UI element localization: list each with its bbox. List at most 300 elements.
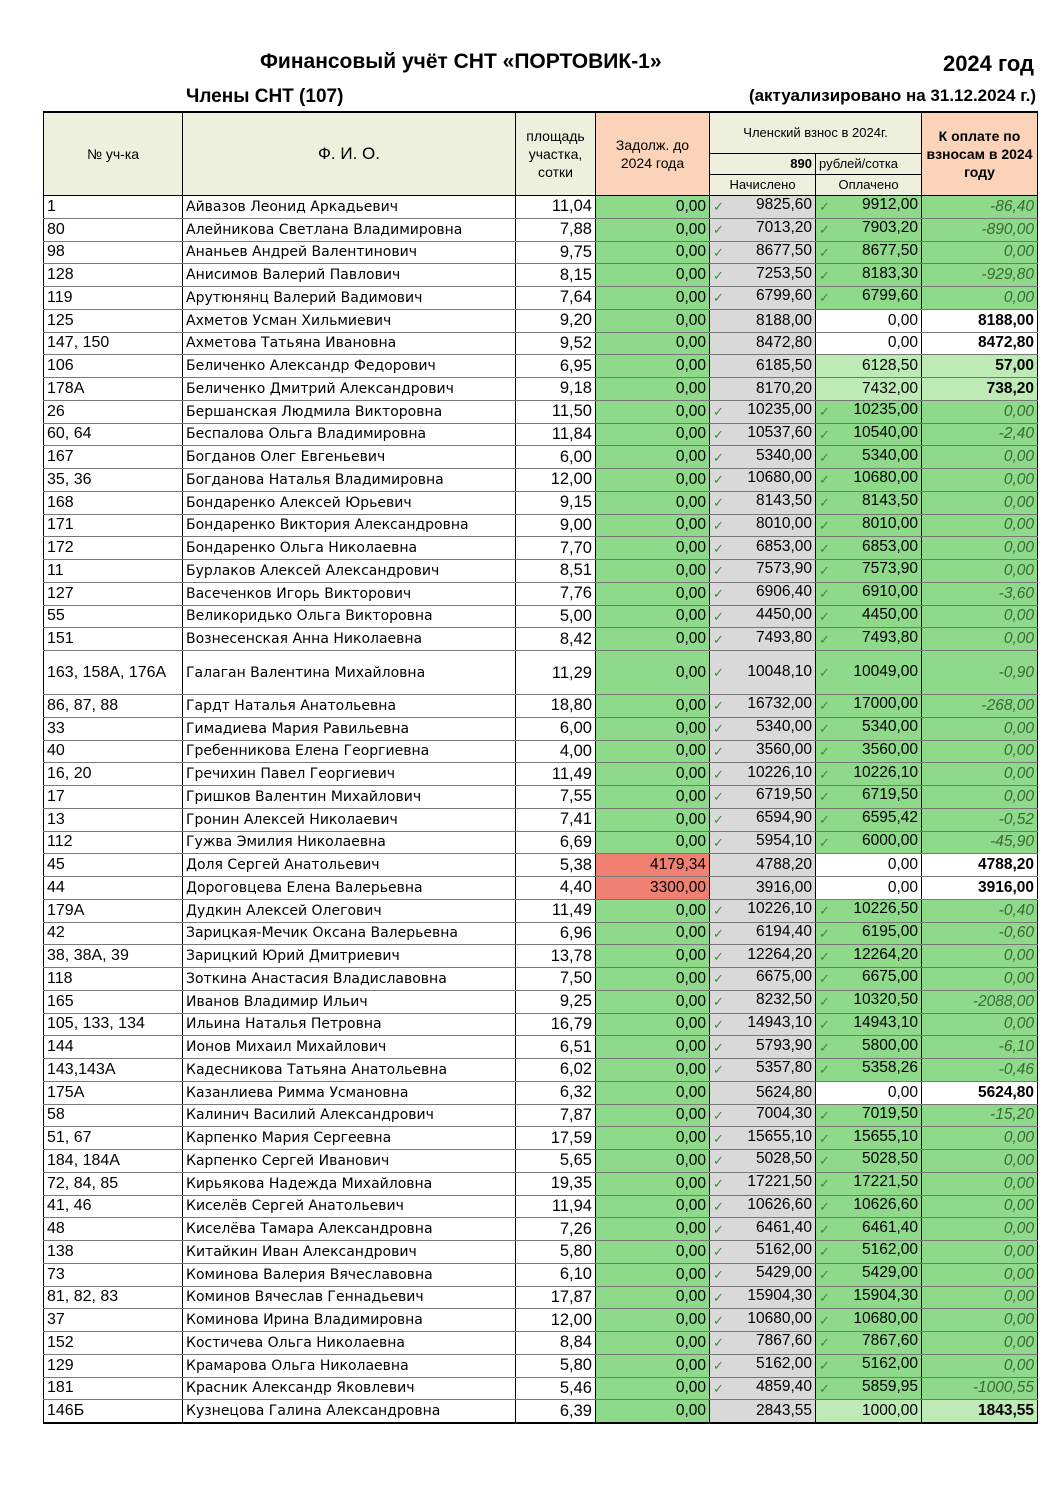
- cell-charged-value: 10226,10: [747, 763, 812, 781]
- cell-debt-value: 0,00: [675, 561, 706, 579]
- cell-name-value: Ананьев Андрей Валентинович: [186, 244, 417, 261]
- check-icon: ✓: [819, 1176, 830, 1192]
- cell-charged: [710, 1377, 816, 1400]
- cell-paid-value: 6910,00: [861, 583, 918, 601]
- cell-debt: [596, 218, 710, 241]
- cell-area: [516, 854, 596, 877]
- cell-topay-value: 0,00: [1003, 969, 1034, 987]
- table-row: [44, 309, 1038, 332]
- cell-paid-value: 6595,42: [861, 809, 918, 827]
- cell-plot-value: 37: [47, 1311, 65, 1329]
- table-row: [44, 740, 1038, 763]
- check-icon: ✓: [713, 586, 724, 602]
- cell-area-value: 5,65: [559, 1151, 592, 1170]
- check-icon: ✓: [713, 971, 724, 987]
- fee-rate: 890: [710, 154, 816, 175]
- cell-charged: [710, 1172, 816, 1195]
- cell-topay: [922, 196, 1038, 219]
- cell-name-value: Костичева Ольга Николаевна: [186, 1334, 405, 1351]
- cell-charged: [710, 287, 816, 310]
- cell-topay-value: 5624,80: [977, 1083, 1034, 1101]
- cell-paid-value: 6719,50: [861, 786, 918, 804]
- cell-plot: [44, 1059, 183, 1082]
- cell-debt: [596, 1309, 710, 1332]
- cell-paid-value: 10320,50: [853, 991, 918, 1009]
- cell-charged-value: 6853,00: [755, 537, 812, 555]
- cell-paid: [816, 423, 922, 446]
- cell-topay-value: 0,00: [1003, 493, 1034, 511]
- cell-debt-value: 0,00: [675, 516, 706, 534]
- check-icon: ✓: [819, 517, 830, 533]
- cell-charged-value: 10235,00: [747, 401, 812, 419]
- cell-plot-value: 128: [47, 266, 74, 284]
- cell-topay: [922, 628, 1038, 651]
- cell-area: [516, 423, 596, 446]
- cell-area: [516, 990, 596, 1013]
- cell-topay: [922, 514, 1038, 537]
- cell-area: [516, 1241, 596, 1264]
- cell-plot: [44, 355, 183, 378]
- cell-debt-value: 0,00: [675, 1265, 706, 1283]
- check-icon: ✓: [819, 1221, 830, 1237]
- cell-plot-value: 58: [47, 1106, 65, 1124]
- cell-name: [183, 990, 516, 1013]
- cell-area: [516, 514, 596, 537]
- cell-debt-value: 0,00: [675, 1333, 706, 1351]
- cell-name-value: Алейникова Светлана Владимировна: [186, 221, 463, 238]
- cell-debt: [596, 423, 710, 446]
- cell-topay-value: 0,00: [1003, 765, 1034, 783]
- check-icon: ✓: [819, 721, 830, 737]
- cell-topay: [922, 695, 1038, 718]
- cell-debt-value: 0,00: [675, 696, 706, 714]
- cell-debt: [596, 1400, 710, 1423]
- table-row: [44, 355, 1038, 378]
- cell-debt: [596, 1286, 710, 1309]
- check-icon: ✓: [713, 1335, 724, 1351]
- check-icon: ✓: [713, 517, 724, 533]
- table-row: [44, 695, 1038, 718]
- cell-plot-value: 16, 20: [47, 765, 92, 783]
- check-icon: ✓: [713, 1130, 724, 1146]
- cell-area-value: 12,00: [550, 1310, 592, 1329]
- cell-plot: [44, 651, 183, 695]
- table-row: [44, 1013, 1038, 1036]
- table-row: [44, 1286, 1038, 1309]
- cell-paid-value: 1000,00: [861, 1402, 918, 1420]
- table-row: [44, 922, 1038, 945]
- cell-paid: [816, 355, 922, 378]
- check-icon: ✓: [713, 631, 724, 647]
- cell-name: [183, 1195, 516, 1218]
- cell-charged: [710, 1013, 816, 1036]
- cell-name: [183, 717, 516, 740]
- cell-paid: [816, 514, 922, 537]
- cell-charged-value: 14943,10: [747, 1013, 812, 1031]
- cell-charged-value: 2843,55: [755, 1402, 812, 1420]
- cell-debt-value: 0,00: [675, 357, 706, 375]
- cell-charged-value: 6461,40: [755, 1218, 812, 1236]
- cell-topay-value: 0,00: [1003, 539, 1034, 557]
- cell-name-value: Дудкин Алексей Олегович: [186, 902, 382, 919]
- cell-topay-value: 0,00: [1003, 630, 1034, 648]
- cell-plot: [44, 1400, 183, 1423]
- cell-paid: [816, 968, 922, 991]
- cell-topay: [922, 309, 1038, 332]
- cell-name: [183, 446, 516, 469]
- table-row: [44, 469, 1038, 492]
- cell-plot: [44, 332, 183, 355]
- cell-plot-value: 171: [47, 516, 74, 534]
- cell-debt-value: 0,00: [675, 1038, 706, 1056]
- cell-plot: [44, 491, 183, 514]
- cell-debt: [596, 264, 710, 287]
- cell-plot-value: 73: [47, 1265, 65, 1283]
- cell-charged: [710, 651, 816, 695]
- cell-topay: [922, 241, 1038, 264]
- cell-area-value: 5,38: [559, 855, 592, 874]
- cell-name: [183, 605, 516, 628]
- cell-name: [183, 740, 516, 763]
- cell-paid-value: 5028,50: [861, 1150, 918, 1168]
- check-icon: ✓: [713, 563, 724, 579]
- cell-plot-value: 80: [47, 220, 65, 238]
- cell-topay-value: 3916,00: [977, 878, 1034, 896]
- table-row: [44, 446, 1038, 469]
- cell-paid: [816, 1059, 922, 1082]
- cell-charged-value: 16732,00: [747, 695, 812, 713]
- check-icon: ✓: [819, 290, 830, 306]
- cell-name: [183, 218, 516, 241]
- cell-debt-value: 0,00: [675, 607, 706, 625]
- cell-debt: [596, 922, 710, 945]
- cell-name: [183, 1377, 516, 1400]
- table-row: [44, 196, 1038, 219]
- cell-debt-value: 0,00: [675, 402, 706, 420]
- cell-topay-value: -6,10: [998, 1038, 1034, 1056]
- cell-area: [516, 1309, 596, 1332]
- cell-paid: [816, 537, 922, 560]
- check-icon: ✓: [819, 1244, 830, 1260]
- cell-paid-value: 15904,30: [853, 1286, 918, 1304]
- cell-area-value: 11,50: [551, 402, 592, 421]
- check-icon: ✓: [819, 994, 830, 1010]
- cell-topay: [922, 854, 1038, 877]
- cell-charged: [710, 378, 816, 401]
- cell-plot-value: 48: [47, 1220, 65, 1238]
- cell-topay-value: -3,60: [998, 584, 1034, 602]
- cell-charged-value: 5624,80: [755, 1083, 812, 1101]
- check-icon: ✓: [713, 495, 724, 511]
- check-icon: ✓: [819, 404, 830, 420]
- cell-topay: [922, 1195, 1038, 1218]
- cell-area-value: 11,49: [551, 901, 592, 920]
- cell-area: [516, 1400, 596, 1423]
- cell-plot: [44, 1127, 183, 1150]
- cell-charged: [710, 1241, 816, 1264]
- check-icon: ✓: [819, 1267, 830, 1283]
- check-icon: ✓: [713, 267, 724, 283]
- cell-paid: [816, 1127, 922, 1150]
- cell-debt-value: 0,00: [675, 1356, 706, 1374]
- cell-topay: [922, 287, 1038, 310]
- check-icon: ✓: [713, 1062, 724, 1078]
- cell-paid-value: 10235,00: [853, 401, 918, 419]
- table-row: [44, 1309, 1038, 1332]
- cell-debt-value: 0,00: [675, 1151, 706, 1169]
- table-row: [44, 1172, 1038, 1195]
- cell-debt: [596, 628, 710, 651]
- cell-plot-value: 13: [47, 810, 65, 828]
- cell-name-value: Анисимов Валерий Павлович: [186, 267, 401, 284]
- cell-plot: [44, 1195, 183, 1218]
- cell-name: [183, 945, 516, 968]
- cell-name: [183, 1241, 516, 1264]
- cell-name: [183, 196, 516, 219]
- cell-charged: [710, 1036, 816, 1059]
- cell-paid: [816, 628, 922, 651]
- table-row: [44, 1241, 1038, 1264]
- check-icon: ✓: [819, 743, 830, 759]
- check-icon: ✓: [713, 1107, 724, 1123]
- cell-paid: [816, 1332, 922, 1355]
- cell-topay: [922, 740, 1038, 763]
- cell-topay-value: -86,40: [990, 197, 1034, 215]
- cell-paid-value: 6853,00: [861, 537, 918, 555]
- cell-plot-value: 40: [47, 742, 65, 760]
- cell-area-value: 6,00: [559, 447, 592, 466]
- cell-topay: [922, 990, 1038, 1013]
- cell-debt: [596, 309, 710, 332]
- check-icon: ✓: [713, 812, 724, 828]
- cell-paid-value: 0,00: [887, 334, 918, 352]
- cell-paid-value: 10626,60: [853, 1195, 918, 1213]
- cell-plot-value: 105, 133, 134: [47, 1015, 145, 1033]
- cell-debt: [596, 1241, 710, 1264]
- cell-topay: [922, 378, 1038, 401]
- cell-name: [183, 355, 516, 378]
- cell-paid-value: 10680,00: [853, 469, 918, 487]
- cell-debt-value: 0,00: [675, 742, 706, 760]
- cell-name-value: Зарицкий Юрий Дмитриевич: [186, 948, 400, 965]
- cell-topay: [922, 877, 1038, 900]
- cell-debt-value: 0,00: [675, 1015, 706, 1033]
- cell-name: [183, 1104, 516, 1127]
- cell-area: [516, 1013, 596, 1036]
- check-icon: ✓: [713, 721, 724, 737]
- cell-charged-value: 8677,50: [755, 241, 812, 259]
- cell-debt: [596, 1104, 710, 1127]
- cell-name: [183, 1309, 516, 1332]
- cell-plot-value: 125: [47, 311, 74, 329]
- cell-name-value: Карпенко Мария Сергеевна: [186, 1130, 392, 1147]
- cell-area: [516, 582, 596, 605]
- cell-area: [516, 332, 596, 355]
- cell-area: [516, 1081, 596, 1104]
- cell-name: [183, 1127, 516, 1150]
- cell-charged-value: 4450,00: [755, 605, 812, 623]
- cell-plot-value: 175А: [47, 1083, 85, 1101]
- cell-name-value: Гребенникова Елена Георгиевна: [186, 743, 430, 760]
- cell-topay-value: 1843,55: [977, 1402, 1034, 1420]
- document-title: Финансовый учёт СНТ «ПОРТОВИК-1»: [260, 50, 662, 73]
- cell-paid-value: 10049,00: [853, 663, 918, 680]
- cell-paid-value: 7573,90: [861, 560, 918, 578]
- cell-topay-value: 0,00: [1003, 947, 1034, 965]
- check-icon: ✓: [819, 1312, 830, 1328]
- cell-topay: [922, 1377, 1038, 1400]
- cell-plot: [44, 740, 183, 763]
- cell-paid-value: 5162,00: [861, 1355, 918, 1373]
- cell-paid: [816, 990, 922, 1013]
- cell-debt: [596, 786, 710, 809]
- table-row: [44, 945, 1038, 968]
- cell-paid: [816, 1013, 922, 1036]
- table-row: [44, 763, 1038, 786]
- cell-area: [516, 560, 596, 583]
- cell-paid: [816, 651, 922, 695]
- cell-area-value: 11,29: [551, 663, 592, 682]
- cell-debt-value: 0,00: [675, 992, 706, 1010]
- cell-plot-value: 184, 184А: [47, 1151, 120, 1169]
- cell-paid-value: 7867,60: [861, 1332, 918, 1350]
- cell-paid-value: 0,00: [887, 878, 918, 896]
- cell-area: [516, 808, 596, 831]
- cell-debt: [596, 514, 710, 537]
- table-row: [44, 968, 1038, 991]
- cell-topay-value: 0,00: [1003, 1265, 1034, 1283]
- cell-charged-value: 10680,00: [747, 1309, 812, 1327]
- cell-plot: [44, 400, 183, 423]
- table-row: [44, 1150, 1038, 1173]
- cell-name: [183, 1354, 516, 1377]
- cell-name: [183, 968, 516, 991]
- cell-plot: [44, 968, 183, 991]
- col-header-paid: Оплачено: [816, 175, 922, 196]
- check-icon: ✓: [819, 1039, 830, 1055]
- cell-plot-value: 179А: [47, 901, 85, 919]
- cell-topay: [922, 1400, 1038, 1423]
- cell-charged-value: 10226,10: [747, 900, 812, 918]
- cell-charged: [710, 560, 816, 583]
- cell-name: [183, 786, 516, 809]
- cell-topay-value: -0,46: [998, 1060, 1034, 1078]
- cell-paid: [816, 446, 922, 469]
- check-icon: ✓: [713, 1221, 724, 1237]
- cell-plot: [44, 423, 183, 446]
- cell-name-value: Богданов Олег Евгеньевич: [186, 449, 386, 466]
- check-icon: ✓: [713, 1176, 724, 1192]
- cell-debt-value: 0,00: [675, 334, 706, 352]
- cell-name-value: Гречихин Павел Георгиевич: [186, 766, 396, 783]
- table-row: [44, 717, 1038, 740]
- cell-area: [516, 1059, 596, 1082]
- cell-name: [183, 877, 516, 900]
- cell-topay: [922, 469, 1038, 492]
- cell-name: [183, 241, 516, 264]
- cell-topay-value: 0,00: [1003, 448, 1034, 466]
- cell-debt-value: 0,00: [675, 969, 706, 987]
- cell-area-value: 6,00: [559, 719, 592, 738]
- cell-name-value: Бондаренко Алексей Юрьевич: [186, 494, 412, 511]
- cell-name-value: Зарицкая-Мечик Оксана Валерьевна: [186, 925, 458, 942]
- cell-area-value: 7,41: [559, 810, 592, 829]
- cell-area-value: 4,40: [559, 878, 592, 897]
- cell-name: [183, 899, 516, 922]
- cell-paid: [816, 1218, 922, 1241]
- cell-charged: [710, 1150, 816, 1173]
- cell-topay-value: 0,00: [1003, 1242, 1034, 1260]
- cell-plot: [44, 605, 183, 628]
- cell-charged-value: 10537,60: [747, 423, 812, 441]
- cell-plot-value: 33: [47, 719, 65, 737]
- cell-topay: [922, 1081, 1038, 1104]
- cell-topay: [922, 1354, 1038, 1377]
- cell-charged: [710, 1059, 816, 1082]
- cell-charged: [710, 423, 816, 446]
- cell-topay: [922, 651, 1038, 695]
- cell-debt-value: 0,00: [675, 719, 706, 737]
- cell-name: [183, 514, 516, 537]
- cell-name-value: Красник Александр Яковлевич: [186, 1380, 415, 1397]
- cell-debt: [596, 241, 710, 264]
- cell-paid-value: 10680,00: [853, 1309, 918, 1327]
- cell-charged: [710, 309, 816, 332]
- table-row: [44, 514, 1038, 537]
- table-row: [44, 854, 1038, 877]
- cell-plot-value: 81, 82, 83: [47, 1288, 119, 1306]
- cell-area: [516, 378, 596, 401]
- cell-topay: [922, 400, 1038, 423]
- cell-charged: [710, 1127, 816, 1150]
- cell-area-value: 7,26: [559, 1219, 592, 1238]
- cell-debt-value: 0,00: [675, 630, 706, 648]
- cell-topay-value: 8188,00: [977, 311, 1034, 329]
- cell-area: [516, 717, 596, 740]
- cell-debt: [596, 560, 710, 583]
- cell-paid: [816, 1081, 922, 1104]
- cell-name: [183, 582, 516, 605]
- cell-name: [183, 423, 516, 446]
- cell-charged-value: 6906,40: [755, 583, 812, 601]
- cell-plot: [44, 309, 183, 332]
- cell-topay-value: 4788,20: [977, 856, 1034, 874]
- col-header-fee: Членский взнос в 2024г.: [710, 112, 922, 154]
- cell-charged-value: 5954,10: [755, 831, 812, 849]
- cell-charged-value: 6675,00: [755, 968, 812, 986]
- table-row: [44, 1195, 1038, 1218]
- cell-area: [516, 968, 596, 991]
- table-row: [44, 877, 1038, 900]
- cell-paid-value: 10226,50: [853, 900, 918, 918]
- cell-area-value: 8,84: [559, 1333, 592, 1352]
- check-icon: ✓: [819, 971, 830, 987]
- cell-debt-value: 0,00: [675, 1288, 706, 1306]
- cell-area-value: 18,80: [550, 696, 592, 715]
- cell-plot-value: 181: [47, 1379, 74, 1397]
- cell-charged: [710, 945, 816, 968]
- check-icon: ✓: [713, 449, 724, 465]
- cell-area: [516, 537, 596, 560]
- report-year: 2024 год: [942, 51, 1034, 76]
- cell-paid-value: 6461,40: [861, 1218, 918, 1236]
- cell-plot: [44, 695, 183, 718]
- cell-plot-value: 41, 46: [47, 1197, 92, 1215]
- cell-debt-value: 4179,34: [649, 856, 706, 874]
- cell-area-value: 6,96: [559, 923, 592, 942]
- cell-topay-value: 0,00: [1003, 288, 1034, 306]
- cell-charged: [710, 1081, 816, 1104]
